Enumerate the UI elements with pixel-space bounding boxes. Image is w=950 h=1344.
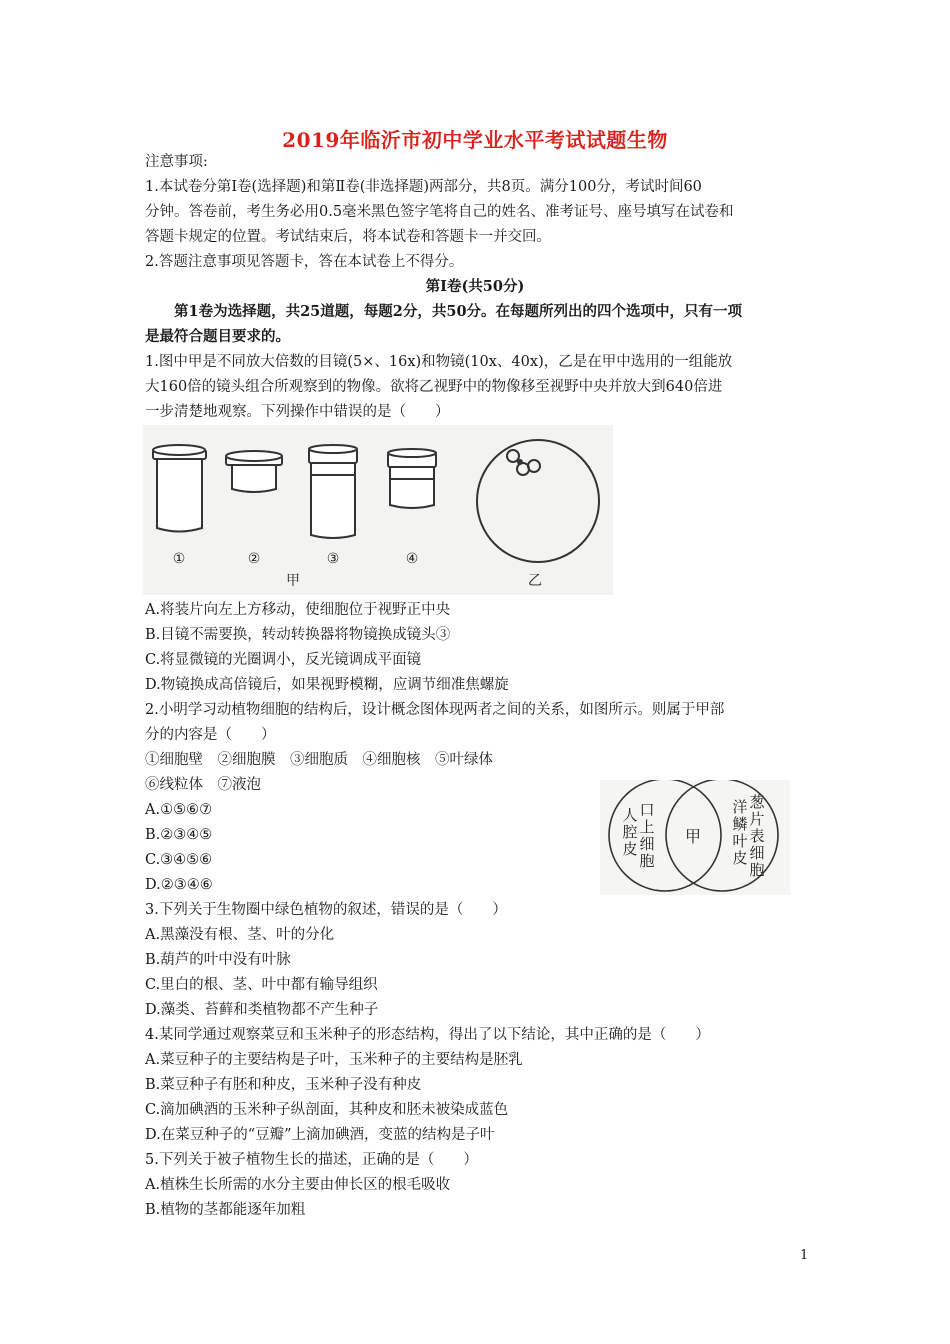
- lens-label-4: ④: [405, 551, 419, 567]
- q3-option-d: D.藻类、苔藓和类植物都不产生种子: [145, 1002, 379, 1018]
- q4-option-d: D.在菜豆种子的“豆瓣”上滴加碘酒，变蓝的结构是子叶: [145, 1127, 495, 1143]
- venn-left-char-6: 细: [639, 835, 655, 853]
- page-number: 1: [800, 1248, 809, 1263]
- eyepiece-short-icon: [226, 451, 282, 492]
- q1-option-a: A.将装片向左上方移动，使细胞位于视野正中央: [145, 602, 451, 618]
- lens-label-1: ①: [172, 551, 186, 567]
- lens-label-2: ②: [247, 551, 261, 567]
- q1-stem-3: 一步清楚地观察。下列操作中错误的是（ ）: [145, 404, 450, 420]
- notes-line-2: 分钟。答卷前，考生务必用0.5毫米黑色签字笔将自己的姓名、准考证号、座号填写在试卷和: [145, 204, 734, 220]
- section-intro-1: 第1卷为选择题，共25道题，每题2分，共50分。在每题所列出的四个选项中，只有一项: [174, 303, 743, 320]
- q2-option-d: D.②③④⑥: [145, 877, 213, 893]
- q2-stem-1: 2.小明学习动植物细胞的结构后，设计概念图体现两者之间的关系，如图所示。则属于甲部: [145, 702, 725, 718]
- venn-right-char-7: 皮: [732, 849, 748, 867]
- venn-right-char-1: 洋: [732, 798, 748, 816]
- q1-option-b: B.目镜不需要换，转动转换器将物镜换成镜头③: [145, 627, 451, 643]
- notes-heading: 注意事项:: [145, 154, 208, 170]
- venn-center-label: 甲: [684, 827, 702, 846]
- section-intro-2: 是最符合题目要求的。: [145, 328, 290, 345]
- q2-option-b: B.②③④⑤: [145, 827, 213, 843]
- venn-left-char-7: 胞: [639, 852, 655, 870]
- notes-line-4: 2.答题注意事项见答题卡，答在本试卷上不得分。: [145, 254, 464, 270]
- figure-label-jia: 甲: [286, 573, 300, 589]
- exam-title: 2019年临沂市初中学业水平考试试题生物: [282, 128, 668, 152]
- venn-left-char-5: 皮: [622, 840, 638, 858]
- venn-right-char-8: 细: [749, 844, 765, 862]
- venn-right-char-4: 片: [749, 810, 765, 828]
- q2-items-2: ⑥线粒体 ⑦液泡: [145, 777, 261, 793]
- objective-short-icon: [388, 449, 436, 508]
- q3-stem: 3.下列关于生物圈中绿色植物的叙述，错误的是（ ）: [145, 902, 507, 918]
- microscope-lens-figure: [143, 425, 613, 595]
- q2-items-1: ①细胞壁 ②细胞膜 ③细胞质 ④细胞核 ⑤叶绿体: [145, 752, 493, 768]
- venn-diagram: [600, 780, 790, 895]
- q3-option-c: C.里白的根、茎、叶中都有输导组织: [145, 977, 378, 993]
- q1-option-c: C.将显微镜的光圈调小，反光镜调成平面镜: [145, 652, 422, 668]
- q1-stem-1: 1.图中甲是不同放大倍数的目镜(5×、16x)和物镜(10x、40x)，乙是在甲中选用的一组能放: [145, 354, 733, 370]
- q2-option-c: C.③④⑤⑥: [145, 852, 213, 868]
- eyepiece-long-icon: [153, 445, 206, 532]
- venn-right-char-3: 鳞: [732, 815, 748, 833]
- venn-left-char-3: 腔: [622, 823, 638, 841]
- q4-option-c: C.滴加碘酒的玉米种子纵剖面，其种皮和胚未被染成蓝色: [145, 1102, 509, 1118]
- venn-left-char-2: 口: [639, 801, 655, 819]
- venn-right-char-6: 表: [749, 827, 765, 845]
- q4-option-a: A.菜豆种子的主要结构是子叶，玉米种子的主要结构是胚乳: [145, 1052, 523, 1068]
- section-title: 第Ⅰ卷(共50分): [425, 278, 525, 295]
- q3-option-b: B.葫芦的叶中没有叶脉: [145, 952, 291, 968]
- venn-right-char-9: 胞: [749, 861, 765, 879]
- notes-line-3: 答题卡规定的位置。考试结束后，将本试卷和答题卡一并交回。: [145, 229, 551, 245]
- notes-line-1: 1.本试卷分第Ⅰ卷(选择题)和第Ⅱ卷(非选择题)两部分，共8页。满分100分，考试时间60: [145, 179, 702, 195]
- q5-stem: 5.下列关于被子植物生长的描述，正确的是（ ）: [145, 1152, 478, 1168]
- objective-long-icon: [309, 445, 357, 538]
- q1-option-d: D.物镜换成高倍镜后，如果视野模糊，应调节细准焦螺旋: [145, 677, 509, 693]
- lens-label-3: ③: [326, 551, 340, 567]
- figure-label-yi: 乙: [528, 573, 542, 589]
- venn-left-char-4: 上: [639, 818, 655, 836]
- q3-option-a: A.黑藻没有根、茎、叶的分化: [145, 927, 335, 943]
- q4-option-b: B.菜豆种子有胚和种皮，玉米种子没有种皮: [145, 1077, 422, 1093]
- q1-stem-2: 大160倍的镜头组合所观察到的物像。欲将乙视野中的物像移至视野中央并放大到640倍进: [145, 379, 723, 395]
- q2-option-a: A.①⑤⑥⑦: [145, 802, 213, 818]
- q5-option-b: B.植物的茎都能逐年加粗: [145, 1202, 306, 1218]
- venn-left-char-1: 人: [622, 806, 638, 824]
- q5-option-a: A.植株生长所需的水分主要由伸长区的根毛吸收: [145, 1177, 451, 1193]
- q4-stem: 4.某同学通过观察菜豆和玉米种子的形态结构，得出了以下结论，其中正确的是（ ）: [145, 1027, 710, 1043]
- q2-stem-2: 分的内容是（ ）: [145, 727, 276, 743]
- venn-right-char-2: 葱: [749, 793, 765, 811]
- venn-right-char-5: 叶: [732, 832, 748, 850]
